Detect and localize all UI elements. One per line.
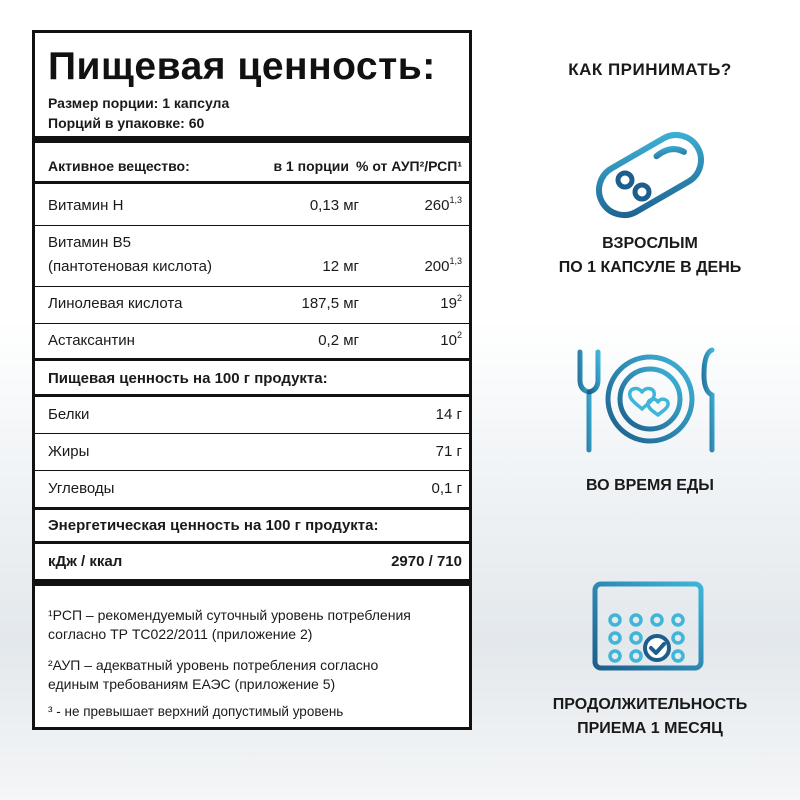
row-name: Витамин Н bbox=[48, 197, 124, 214]
per100-value: 71 г bbox=[435, 443, 462, 460]
servings-per-pack: Порций в упаковке: 60 bbox=[48, 115, 205, 131]
serving-size: Размер порции: 1 капсула bbox=[48, 95, 230, 111]
caption-dosage bbox=[500, 232, 800, 280]
row-percent: $19^2$ bbox=[440, 293, 462, 312]
row-name-2: (пантотеновая кислота) bbox=[48, 258, 212, 275]
row-amount: 0,2 мг bbox=[318, 332, 359, 349]
usage-section bbox=[500, 0, 800, 800]
energy-label: кДж / ккал bbox=[48, 553, 123, 570]
divider bbox=[35, 541, 469, 544]
divider bbox=[35, 323, 469, 324]
nutrition-facts-panel bbox=[32, 30, 472, 730]
per100-name: Белки bbox=[48, 406, 90, 423]
header-percent: % от АУП²/РСП¹ bbox=[355, 158, 462, 174]
row-percent: 200$^{1,3}$ bbox=[424, 256, 462, 275]
row-percent: 260$^{1,3}$ bbox=[424, 195, 462, 214]
panel-title: Пищевая ценность: bbox=[48, 45, 436, 88]
row-name: Линолевая кислота bbox=[48, 295, 183, 312]
divider bbox=[35, 433, 469, 434]
footnote: согласно ТР ТС022/2011 (приложение 2) bbox=[48, 626, 313, 642]
footnote: ¹РСП – рекомендуемый суточный уровень потребления bbox=[48, 607, 411, 623]
capsule-icon bbox=[585, 120, 715, 250]
energy-value: 2970 / 710 bbox=[391, 553, 462, 570]
row-name: Витамин В5 bbox=[48, 234, 131, 251]
divider-thick bbox=[35, 579, 469, 586]
per100-name: Жиры bbox=[48, 443, 90, 460]
divider bbox=[35, 286, 469, 287]
usage-title: КАК ПРИНИМАТЬ? bbox=[568, 60, 732, 79]
header-per-serving: в 1 порции bbox=[273, 158, 349, 174]
header-substance: Активное вещество: bbox=[48, 158, 190, 174]
divider bbox=[35, 507, 469, 510]
per100-header: Пищевая ценность на 100 г продукта: bbox=[48, 370, 328, 387]
row-amount: 187,5 мг bbox=[301, 295, 359, 312]
divider bbox=[35, 181, 469, 184]
per100-name: Углеводы bbox=[48, 480, 115, 497]
per100-value: 14 г bbox=[435, 406, 462, 423]
footnote: единым требованиям ЕАЭС (приложение 5) bbox=[48, 676, 336, 692]
plate-cutlery-icon bbox=[572, 342, 728, 472]
caption-with-food bbox=[500, 474, 800, 498]
caption-line: ВО ВРЕМЯ ЕДЫ bbox=[586, 477, 714, 494]
divider bbox=[35, 225, 469, 226]
energy-header: Энергетическая ценность на 100 г продукта: bbox=[48, 517, 379, 534]
caption-duration bbox=[500, 693, 800, 741]
row-percent: $10^2$ bbox=[440, 330, 462, 349]
row-amount: 12 мг bbox=[322, 258, 359, 275]
footnote: ²АУП – адекватный уровень потребления согласно bbox=[48, 657, 379, 673]
divider bbox=[35, 394, 469, 397]
row-amount: 0,13 мг bbox=[309, 197, 359, 214]
caption-line: ПРИЕМА 1 МЕСЯЦ bbox=[577, 720, 723, 737]
caption-line: ПО 1 КАПСУЛЕ В ДЕНЬ bbox=[558, 259, 742, 276]
caption-line: ВЗРОСЛЫМ bbox=[602, 235, 698, 252]
divider-thick bbox=[35, 136, 469, 143]
calendar-icon bbox=[585, 572, 715, 702]
divider bbox=[35, 470, 469, 471]
caption-line: ПРОДОЛЖИТЕЛЬНОСТЬ bbox=[552, 696, 748, 713]
footnote: ³ - не превышает верхний допустимый уровень bbox=[48, 704, 344, 719]
row-name: Астаксантин bbox=[48, 332, 135, 349]
divider bbox=[35, 358, 469, 361]
per100-value: 0,1 г bbox=[431, 480, 462, 497]
